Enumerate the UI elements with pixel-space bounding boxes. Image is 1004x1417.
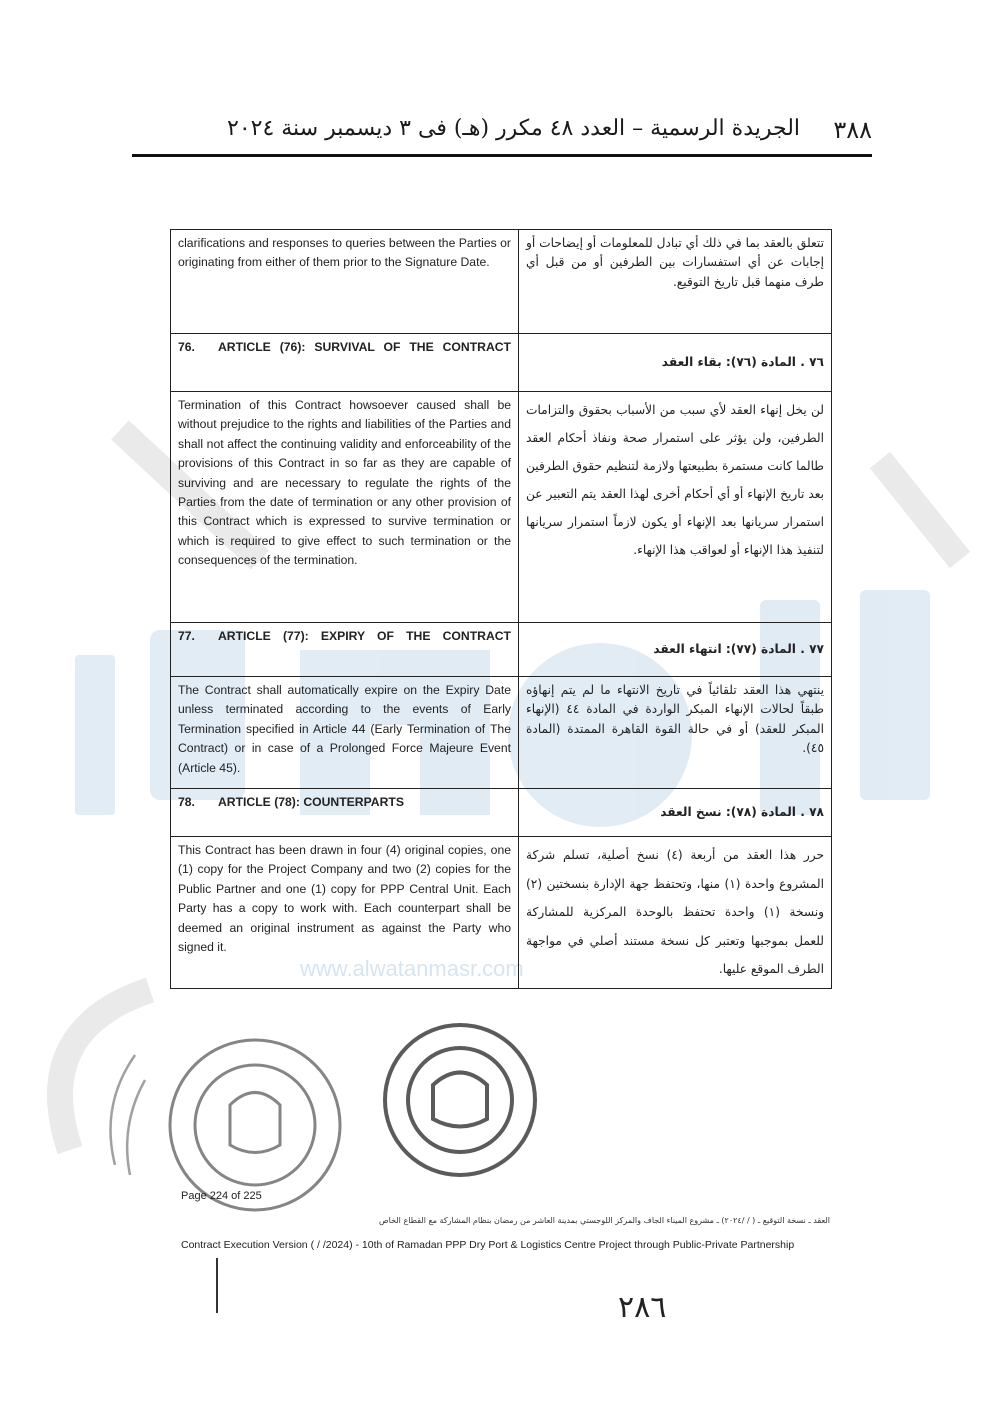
arabic-cell: تتعلق بالعقد بما في ذلك أي تبادل للمعلومات أو إيضاحات أو إجابات عن أي استفسارات بين الطرفين أو من قبل أي طرف منهما قبل تاريخ التوقيع. bbox=[519, 230, 832, 334]
article-body-row bbox=[171, 392, 832, 623]
article-text-ar: حرر هذا العقد من أربعة (٤) نسخ أصلية، تسلم شركة المشروع واحدة (١) منها، وتحتفظ جهة الإدارة بنسختين (٢) ونسخة (١) واحدة تحتفظ بالوحدة المركزية للمشاركة للعمل بموجبها وتعتبر كل نسخة مستند أصلي في مواجهة الطرف الموقع عليها. bbox=[519, 837, 832, 989]
article-text-ar: لن يخل إنهاء العقد لأي سبب من الأسباب بحقوق والتزامات الطرفين، ولن يؤثر على استمرار صحة ونفاذ أحكام العقد طالما كانت مستمرة بطبيعتها ولازمة لتنظيم حقوق الطرفين بعد تاريخ الإنهاء أو أي أحكام أخرى لهذا العقد يتم التعبير عن استمرار سريانها بعد الإنهاء أو يكون لازماً استمرار سريانها لتنفيذ هذا الإنهاء أو لعواقب هذا الإنهاء. bbox=[519, 392, 832, 623]
english-cell: clarifications and responses to queries between the Parties or originating from either of them prior to the Signature Date. bbox=[171, 230, 519, 334]
article-title-ar: ٧٧ . المادة (٧٧): انتهاء العقد bbox=[653, 641, 824, 656]
article-text-en: Termination of this Contract howsoever caused shall be without prejudice to the rights and liabilities of the Parties and shall not affect the continuing validity and enforceability of the provisions of this Contract in so far as they are capable of surviving and are necessary to regulate the rights of the Parties from the date of termination or any other provision of this Contract which is expressed to survive termination or which is required to give effect to such termination or the consequences of the termination. bbox=[171, 392, 519, 623]
footer-english: Contract Execution Version ( / /2024) - 10th of Ramadan PPP Dry Port & Logistics Centre Project through Public-Private Partnership bbox=[181, 1239, 795, 1251]
article-body-row bbox=[171, 837, 832, 989]
page-number: ٣٨٨ bbox=[833, 116, 872, 144]
page-indicator: Page 224 of 225 bbox=[181, 1190, 262, 1202]
article-text-en: This Contract has been drawn in four (4) original copies, one (1) copy for the Project Company and two (2) copies for the Public Partner and one (1) copy for PPP Central Unit. Each Party has a copy to work with. Each counterpart shall be deemed an original instrument as against the Party who signed it. bbox=[171, 837, 519, 989]
article-heading-row bbox=[171, 789, 832, 837]
article-title-ar: ٧٦ . المادة (٧٦): بقاء العقد bbox=[661, 354, 824, 369]
handwritten-page-number: ٢٨٦ bbox=[618, 1290, 667, 1325]
contract-table bbox=[170, 229, 832, 989]
seal-left-inner bbox=[195, 1065, 315, 1185]
gazette-title: الجريدة الرسمية – العدد ٤٨ مكرر (هـ) فى ٣ ديسمبر سنة ٢٠٢٤ bbox=[227, 116, 801, 141]
margin-mark bbox=[216, 1258, 218, 1313]
gazette-header bbox=[132, 108, 872, 157]
article-heading-row bbox=[171, 334, 832, 392]
article-number: 78. bbox=[178, 795, 195, 809]
article-number: 77. bbox=[178, 629, 195, 643]
article-text-en: The Contract shall automatically expire on the Expiry Date unless terminated according to the events of Early Termination specified in Article 44 (Early Termination of The Contract) or in case of a Prolonged Force Majeure Event (Article 45). bbox=[171, 677, 519, 789]
official-seals bbox=[95, 1015, 555, 1215]
article-title: ARTICLE (76): SURVIVAL OF THE CONTRACT bbox=[218, 340, 511, 354]
article-title: ARTICLE (78): COUNTERPARTS bbox=[218, 795, 404, 809]
article-title-ar: ٧٨ . المادة (٧٨): نسخ العقد bbox=[660, 804, 824, 819]
seal-right-inner bbox=[408, 1048, 512, 1152]
article-number: 76. bbox=[178, 340, 195, 354]
article-heading-row bbox=[171, 623, 832, 677]
table-row bbox=[171, 230, 832, 334]
footer-arabic: العقد ـ نسخة التوقيع ـ ( / /٢٠٢٤) ـ مشروع الميناء الجاف والمركز اللوجستي بمدينة العاشر من رمضان بنظام المشاركة مع القطاع الخاص bbox=[378, 1216, 830, 1225]
article-text-ar: ينتهي هذا العقد تلقائياً في تاريخ الانتهاء ما لم يتم إنهاؤه طبقاً لحالات الإنهاء المبكر الواردة في المادة ٤٤ (الإنهاء المبكر للعقد) أو في حالة القوة القاهرة الممتدة (المادة ٤٥). bbox=[519, 677, 832, 789]
watermark-url: www.alwatanmasr.com bbox=[300, 956, 524, 981]
article-title: ARTICLE (77): EXPIRY OF THE CONTRACT bbox=[218, 629, 511, 643]
article-body-row bbox=[171, 677, 832, 789]
